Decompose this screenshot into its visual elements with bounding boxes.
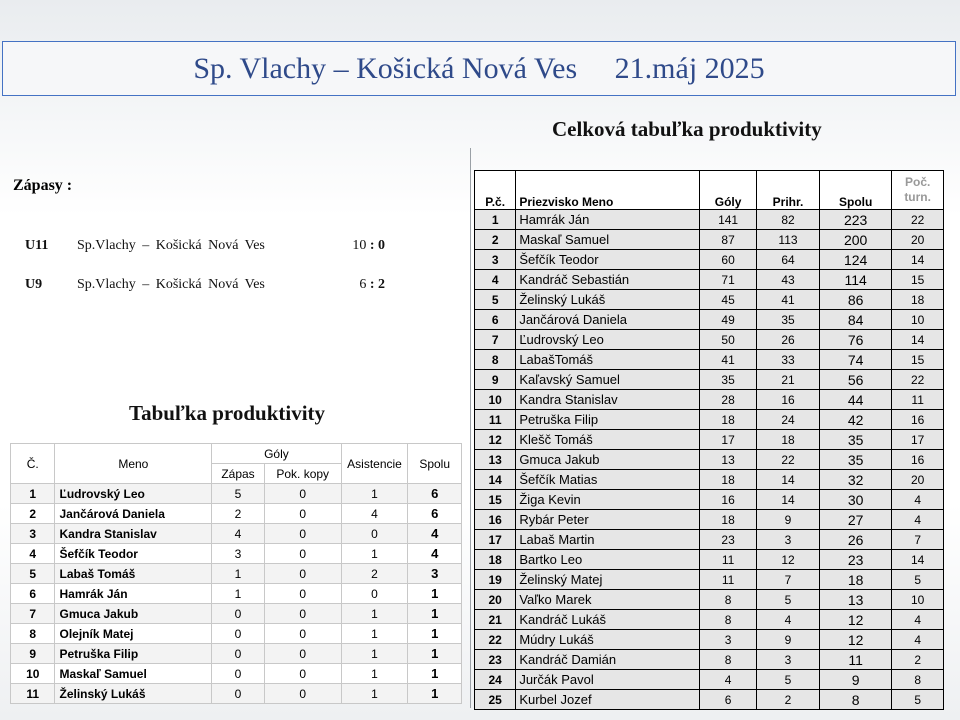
cell-poc-turn: 8 — [892, 670, 944, 690]
cell-pc: 23 — [475, 650, 516, 670]
cell-prihr: 21 — [757, 370, 820, 390]
cell-meno: Ľudrovský Leo — [55, 484, 212, 504]
cell-goly: 13 — [700, 450, 757, 470]
cell-prihr: 33 — [757, 350, 820, 370]
match-teams: Sp.Vlachy – Košická Nová Ves — [77, 238, 265, 253]
table-row — [475, 610, 944, 630]
match-category: U11 — [25, 238, 49, 253]
cell-meno: Múdry Lukáš — [516, 630, 700, 650]
cell-pok-kopy: 0 — [264, 564, 341, 584]
table-row — [11, 664, 462, 684]
table-row — [475, 670, 944, 690]
cell-poc-turn: 22 — [892, 370, 944, 390]
cell-goly: 71 — [700, 270, 757, 290]
col-header-spolu: Spolu — [408, 444, 462, 484]
cell-meno: Ľudrovský Leo — [516, 330, 700, 350]
prod-heading: Tabuľka produktivity — [129, 401, 326, 425]
cell-pc: 25 — [475, 690, 516, 710]
cell-spolu: 4 — [408, 524, 462, 544]
cell-meno: Kurbel Jozef — [516, 690, 700, 710]
cell-poc-turn: 4 — [892, 510, 944, 530]
cell-poc-turn: 16 — [892, 410, 944, 430]
cell-c: 3 — [11, 524, 55, 544]
cell-meno: Jurčák Pavol — [516, 670, 700, 690]
cell-pc: 1 — [475, 210, 516, 230]
cell-spolu: 35 — [820, 430, 892, 450]
cell-pc: 10 — [475, 390, 516, 410]
cell-pc: 5 — [475, 290, 516, 310]
cell-prihr: 9 — [757, 630, 820, 650]
cell-meno: Želinský Lukáš — [55, 684, 212, 704]
cell-meno: Kaľavský Samuel — [516, 370, 700, 390]
cell-zapas: 0 — [212, 624, 265, 644]
cell-meno: Bartko Leo — [516, 550, 700, 570]
col-header-meno: Meno — [55, 444, 212, 484]
cell-zapas: 1 — [212, 584, 265, 604]
cell-goly: 87 — [700, 230, 757, 250]
cell-meno: Maskaľ Samuel — [516, 230, 700, 250]
cell-poc-turn: 10 — [892, 310, 944, 330]
cell-poc-turn: 20 — [892, 230, 944, 250]
cell-asistencie: 1 — [341, 544, 408, 564]
cell-spolu: 84 — [820, 310, 892, 330]
cell-goly: 3 — [700, 630, 757, 650]
cell-poc-turn: 4 — [892, 490, 944, 510]
cell-pc: 11 — [475, 410, 516, 430]
cell-spolu: 12 — [820, 630, 892, 650]
cell-poc-turn: 17 — [892, 430, 944, 450]
cell-spolu: 6 — [408, 504, 462, 524]
table-row — [475, 430, 944, 450]
table-row — [475, 290, 944, 310]
cell-meno: Petruška Filip — [516, 410, 700, 430]
cell-goly: 49 — [700, 310, 757, 330]
cell-poc-turn: 20 — [892, 470, 944, 490]
cell-spolu: 11 — [820, 650, 892, 670]
cell-prihr: 12 — [757, 550, 820, 570]
cell-prihr: 4 — [757, 610, 820, 630]
cell-prihr: 35 — [757, 310, 820, 330]
table-row — [475, 470, 944, 490]
table-row — [11, 504, 462, 524]
table-row — [475, 650, 944, 670]
match-category: U9 — [25, 277, 43, 292]
cell-zapas: 5 — [212, 484, 265, 504]
cell-pc: 14 — [475, 470, 516, 490]
cell-meno: Maskaľ Samuel — [55, 664, 212, 684]
cell-spolu: 74 — [820, 350, 892, 370]
cell-goly: 35 — [700, 370, 757, 390]
cell-goly: 50 — [700, 330, 757, 350]
table-row — [11, 644, 462, 664]
col-header-pok-kopy: Pok. kopy — [264, 464, 341, 484]
cell-goly: 18 — [700, 470, 757, 490]
cell-goly: 17 — [700, 430, 757, 450]
cell-pc: 13 — [475, 450, 516, 470]
col-header-c: Č. — [11, 444, 55, 484]
col-header-pc: P.č. — [475, 171, 516, 210]
cell-poc-turn: 14 — [892, 250, 944, 270]
cell-prihr: 41 — [757, 290, 820, 310]
cell-zapas: 2 — [212, 504, 265, 524]
cell-poc-turn: 4 — [892, 610, 944, 630]
table-row — [475, 210, 944, 230]
cell-pc: 20 — [475, 590, 516, 610]
cell-meno: Šefčík Teodor — [55, 544, 212, 564]
cell-goly: 11 — [700, 550, 757, 570]
cell-c: 9 — [11, 644, 55, 664]
productivity-table — [10, 443, 462, 704]
cell-prihr: 113 — [757, 230, 820, 250]
cell-prihr: 14 — [757, 490, 820, 510]
table-row — [475, 230, 944, 250]
cell-meno: Žiga Kevin — [516, 490, 700, 510]
table-row — [11, 484, 462, 504]
cell-meno: LabašTomáš — [516, 350, 700, 370]
table-row — [475, 270, 944, 290]
table-row — [11, 604, 462, 624]
cell-goly: 28 — [700, 390, 757, 410]
cell-meno: Hamrák Ján — [55, 584, 212, 604]
cell-meno: Kandráč Sebastián — [516, 270, 700, 290]
match-teams: Sp.Vlachy – Košická Nová Ves — [77, 277, 265, 292]
cell-meno: Hamrák Ján — [516, 210, 700, 230]
cell-spolu: 1 — [408, 624, 462, 644]
cell-spolu: 44 — [820, 390, 892, 410]
cell-pc: 6 — [475, 310, 516, 330]
cell-poc-turn: 5 — [892, 570, 944, 590]
cell-zapas: 0 — [212, 684, 265, 704]
col-header-priezvisko-meno: Priezvisko Meno — [516, 171, 700, 210]
cell-spolu: 18 — [820, 570, 892, 590]
cell-poc-turn: 15 — [892, 270, 944, 290]
divider — [470, 148, 471, 708]
table-row — [11, 584, 462, 604]
cell-spolu: 56 — [820, 370, 892, 390]
cell-meno: Jančárová Daniela — [516, 310, 700, 330]
cell-c: 1 — [11, 484, 55, 504]
cell-spolu: 8 — [820, 690, 892, 710]
cell-poc-turn: 14 — [892, 550, 944, 570]
cell-spolu: 200 — [820, 230, 892, 250]
cell-zapas: 0 — [212, 644, 265, 664]
cell-pc: 24 — [475, 670, 516, 690]
cell-pc: 3 — [475, 250, 516, 270]
cell-spolu: 6 — [408, 484, 462, 504]
cell-goly: 8 — [700, 610, 757, 630]
cell-spolu: 32 — [820, 470, 892, 490]
cell-pok-kopy: 0 — [264, 604, 341, 624]
cell-c: 11 — [11, 684, 55, 704]
cell-pok-kopy: 0 — [264, 504, 341, 524]
cell-meno: Kandráč Lukáš — [516, 610, 700, 630]
cell-asistencie: 1 — [341, 484, 408, 504]
cell-meno: Petruška Filip — [55, 644, 212, 664]
col-header-spolu: Spolu — [820, 171, 892, 210]
cell-spolu: 35 — [820, 450, 892, 470]
cell-poc-turn: 22 — [892, 210, 944, 230]
cell-zapas: 3 — [212, 544, 265, 564]
cell-spolu: 1 — [408, 584, 462, 604]
cell-asistencie: 1 — [341, 624, 408, 644]
cell-c: 2 — [11, 504, 55, 524]
cell-poc-turn: 10 — [892, 590, 944, 610]
cell-spolu: 1 — [408, 604, 462, 624]
table-row — [11, 544, 462, 564]
cell-c: 4 — [11, 544, 55, 564]
cell-pok-kopy: 0 — [264, 544, 341, 564]
cell-prihr: 14 — [757, 470, 820, 490]
table-row — [475, 530, 944, 550]
cell-prihr: 64 — [757, 250, 820, 270]
cell-spolu: 124 — [820, 250, 892, 270]
cell-pc: 9 — [475, 370, 516, 390]
cell-meno: Kandra Stanislav — [55, 524, 212, 544]
cell-asistencie: 4 — [341, 504, 408, 524]
cell-pc: 12 — [475, 430, 516, 450]
cell-prihr: 26 — [757, 330, 820, 350]
cell-prihr: 3 — [757, 530, 820, 550]
cell-spolu: 13 — [820, 590, 892, 610]
cell-meno: Šefčík Matias — [516, 470, 700, 490]
cell-asistencie: 1 — [341, 664, 408, 684]
col-header-zapas: Zápas — [212, 464, 265, 484]
cell-pc: 21 — [475, 610, 516, 630]
cell-pc: 2 — [475, 230, 516, 250]
cell-goly: 18 — [700, 510, 757, 530]
cell-pc: 7 — [475, 330, 516, 350]
table-row — [475, 250, 944, 270]
cell-spolu: 12 — [820, 610, 892, 630]
cell-c: 7 — [11, 604, 55, 624]
cell-pc: 4 — [475, 270, 516, 290]
cell-spolu: 26 — [820, 530, 892, 550]
cell-meno: Klešč Tomáš — [516, 430, 700, 450]
cell-pok-kopy: 0 — [264, 644, 341, 664]
table-row — [475, 570, 944, 590]
cell-goly: 18 — [700, 410, 757, 430]
cell-poc-turn: 7 — [892, 530, 944, 550]
cell-goly: 60 — [700, 250, 757, 270]
cell-goly: 11 — [700, 570, 757, 590]
cell-poc-turn: 5 — [892, 690, 944, 710]
table-row — [475, 490, 944, 510]
cell-goly: 141 — [700, 210, 757, 230]
cell-asistencie: 1 — [341, 604, 408, 624]
cell-goly: 6 — [700, 690, 757, 710]
cell-pc: 19 — [475, 570, 516, 590]
cell-spolu: 42 — [820, 410, 892, 430]
cell-pok-kopy: 0 — [264, 524, 341, 544]
cell-asistencie: 0 — [341, 524, 408, 544]
col-header-poc-turn: Poč. turn. — [892, 171, 944, 210]
cell-poc-turn: 15 — [892, 350, 944, 370]
col-header-prihr: Prihr. — [757, 171, 820, 210]
cell-meno: Želinský Lukáš — [516, 290, 700, 310]
cell-goly: 8 — [700, 590, 757, 610]
table-row — [475, 310, 944, 330]
cell-zapas: 1 — [212, 564, 265, 584]
cell-pc: 15 — [475, 490, 516, 510]
table-row — [475, 590, 944, 610]
cell-spolu: 114 — [820, 270, 892, 290]
cell-spolu: 76 — [820, 330, 892, 350]
cell-poc-turn: 11 — [892, 390, 944, 410]
cell-poc-turn: 4 — [892, 630, 944, 650]
cell-zapas: 0 — [212, 664, 265, 684]
cell-spolu: 27 — [820, 510, 892, 530]
cell-prihr: 22 — [757, 450, 820, 470]
col-header-goly: Góly — [212, 444, 341, 464]
cell-prihr: 5 — [757, 590, 820, 610]
cell-spolu: 4 — [408, 544, 462, 564]
cell-prihr: 82 — [757, 210, 820, 230]
cell-asistencie: 0 — [341, 584, 408, 604]
title-box — [2, 41, 956, 96]
match-score: 10 : 0 — [352, 238, 385, 253]
cell-prihr: 16 — [757, 390, 820, 410]
cell-prihr: 3 — [757, 650, 820, 670]
table-row — [475, 390, 944, 410]
cell-spolu: 86 — [820, 290, 892, 310]
cell-pc: 22 — [475, 630, 516, 650]
cell-spolu: 3 — [408, 564, 462, 584]
cell-asistencie: 1 — [341, 684, 408, 704]
cell-prihr: 5 — [757, 670, 820, 690]
cell-meno: Jančárová Daniela — [55, 504, 212, 524]
cell-meno: Šefčík Teodor — [516, 250, 700, 270]
cell-pok-kopy: 0 — [264, 664, 341, 684]
cell-prihr: 9 — [757, 510, 820, 530]
cell-zapas: 0 — [212, 604, 265, 624]
cell-meno: Labaš Martin — [516, 530, 700, 550]
cell-poc-turn: 16 — [892, 450, 944, 470]
table-row — [475, 630, 944, 650]
cell-spolu: 223 — [820, 210, 892, 230]
cell-goly: 16 — [700, 490, 757, 510]
col-header-asistencie: Asistencie — [341, 444, 408, 484]
cell-meno: Vaľko Marek — [516, 590, 700, 610]
table-row — [475, 450, 944, 470]
table-row — [11, 624, 462, 644]
cell-spolu: 23 — [820, 550, 892, 570]
cell-goly: 45 — [700, 290, 757, 310]
cell-pc: 16 — [475, 510, 516, 530]
cell-prihr: 18 — [757, 430, 820, 450]
table-row — [475, 370, 944, 390]
cell-pok-kopy: 0 — [264, 624, 341, 644]
total-table — [474, 170, 944, 710]
cell-meno: Kandráč Damián — [516, 650, 700, 670]
cell-spolu: 1 — [408, 684, 462, 704]
cell-prihr: 2 — [757, 690, 820, 710]
page-title: Sp. Vlachy – Košická Nová Ves 21.máj 2025 — [193, 51, 765, 85]
cell-c: 5 — [11, 564, 55, 584]
match-row — [25, 238, 405, 258]
cell-asistencie: 1 — [341, 644, 408, 664]
cell-zapas: 4 — [212, 524, 265, 544]
cell-prihr: 24 — [757, 410, 820, 430]
cell-pok-kopy: 0 — [264, 584, 341, 604]
match-row — [25, 277, 405, 297]
cell-poc-turn: 18 — [892, 290, 944, 310]
table-row — [475, 330, 944, 350]
cell-prihr: 7 — [757, 570, 820, 590]
cell-meno: Gmuca Jakub — [55, 604, 212, 624]
cell-meno: Gmuca Jakub — [516, 450, 700, 470]
cell-c: 6 — [11, 584, 55, 604]
table-row — [475, 410, 944, 430]
cell-pok-kopy: 0 — [264, 684, 341, 704]
table-row — [475, 510, 944, 530]
cell-meno: Olejník Matej — [55, 624, 212, 644]
cell-pok-kopy: 0 — [264, 484, 341, 504]
cell-poc-turn: 2 — [892, 650, 944, 670]
celkova-heading: Celková tabuľka produktivity — [552, 117, 822, 141]
cell-spolu: 1 — [408, 644, 462, 664]
col-header-goly: Góly — [700, 171, 757, 210]
cell-spolu: 9 — [820, 670, 892, 690]
cell-goly: 41 — [700, 350, 757, 370]
cell-prihr: 43 — [757, 270, 820, 290]
cell-asistencie: 2 — [341, 564, 408, 584]
cell-meno: Rybár Peter — [516, 510, 700, 530]
table-row — [11, 564, 462, 584]
cell-goly: 4 — [700, 670, 757, 690]
table-row — [475, 550, 944, 570]
cell-goly: 23 — [700, 530, 757, 550]
cell-c: 10 — [11, 664, 55, 684]
cell-pc: 18 — [475, 550, 516, 570]
zapasy-label: Zápasy : — [13, 177, 73, 194]
cell-meno: Kandra Stanislav — [516, 390, 700, 410]
table-row — [11, 684, 462, 704]
table-row — [475, 690, 944, 710]
cell-meno: Labaš Tomáš — [55, 564, 212, 584]
cell-poc-turn: 14 — [892, 330, 944, 350]
table-row — [475, 350, 944, 370]
table-row — [11, 524, 462, 544]
cell-c: 8 — [11, 624, 55, 644]
cell-pc: 8 — [475, 350, 516, 370]
cell-meno: Želinský Matej — [516, 570, 700, 590]
cell-goly: 8 — [700, 650, 757, 670]
cell-spolu: 1 — [408, 664, 462, 684]
cell-pc: 17 — [475, 530, 516, 550]
match-score: 6 : 2 — [359, 277, 385, 292]
cell-spolu: 30 — [820, 490, 892, 510]
